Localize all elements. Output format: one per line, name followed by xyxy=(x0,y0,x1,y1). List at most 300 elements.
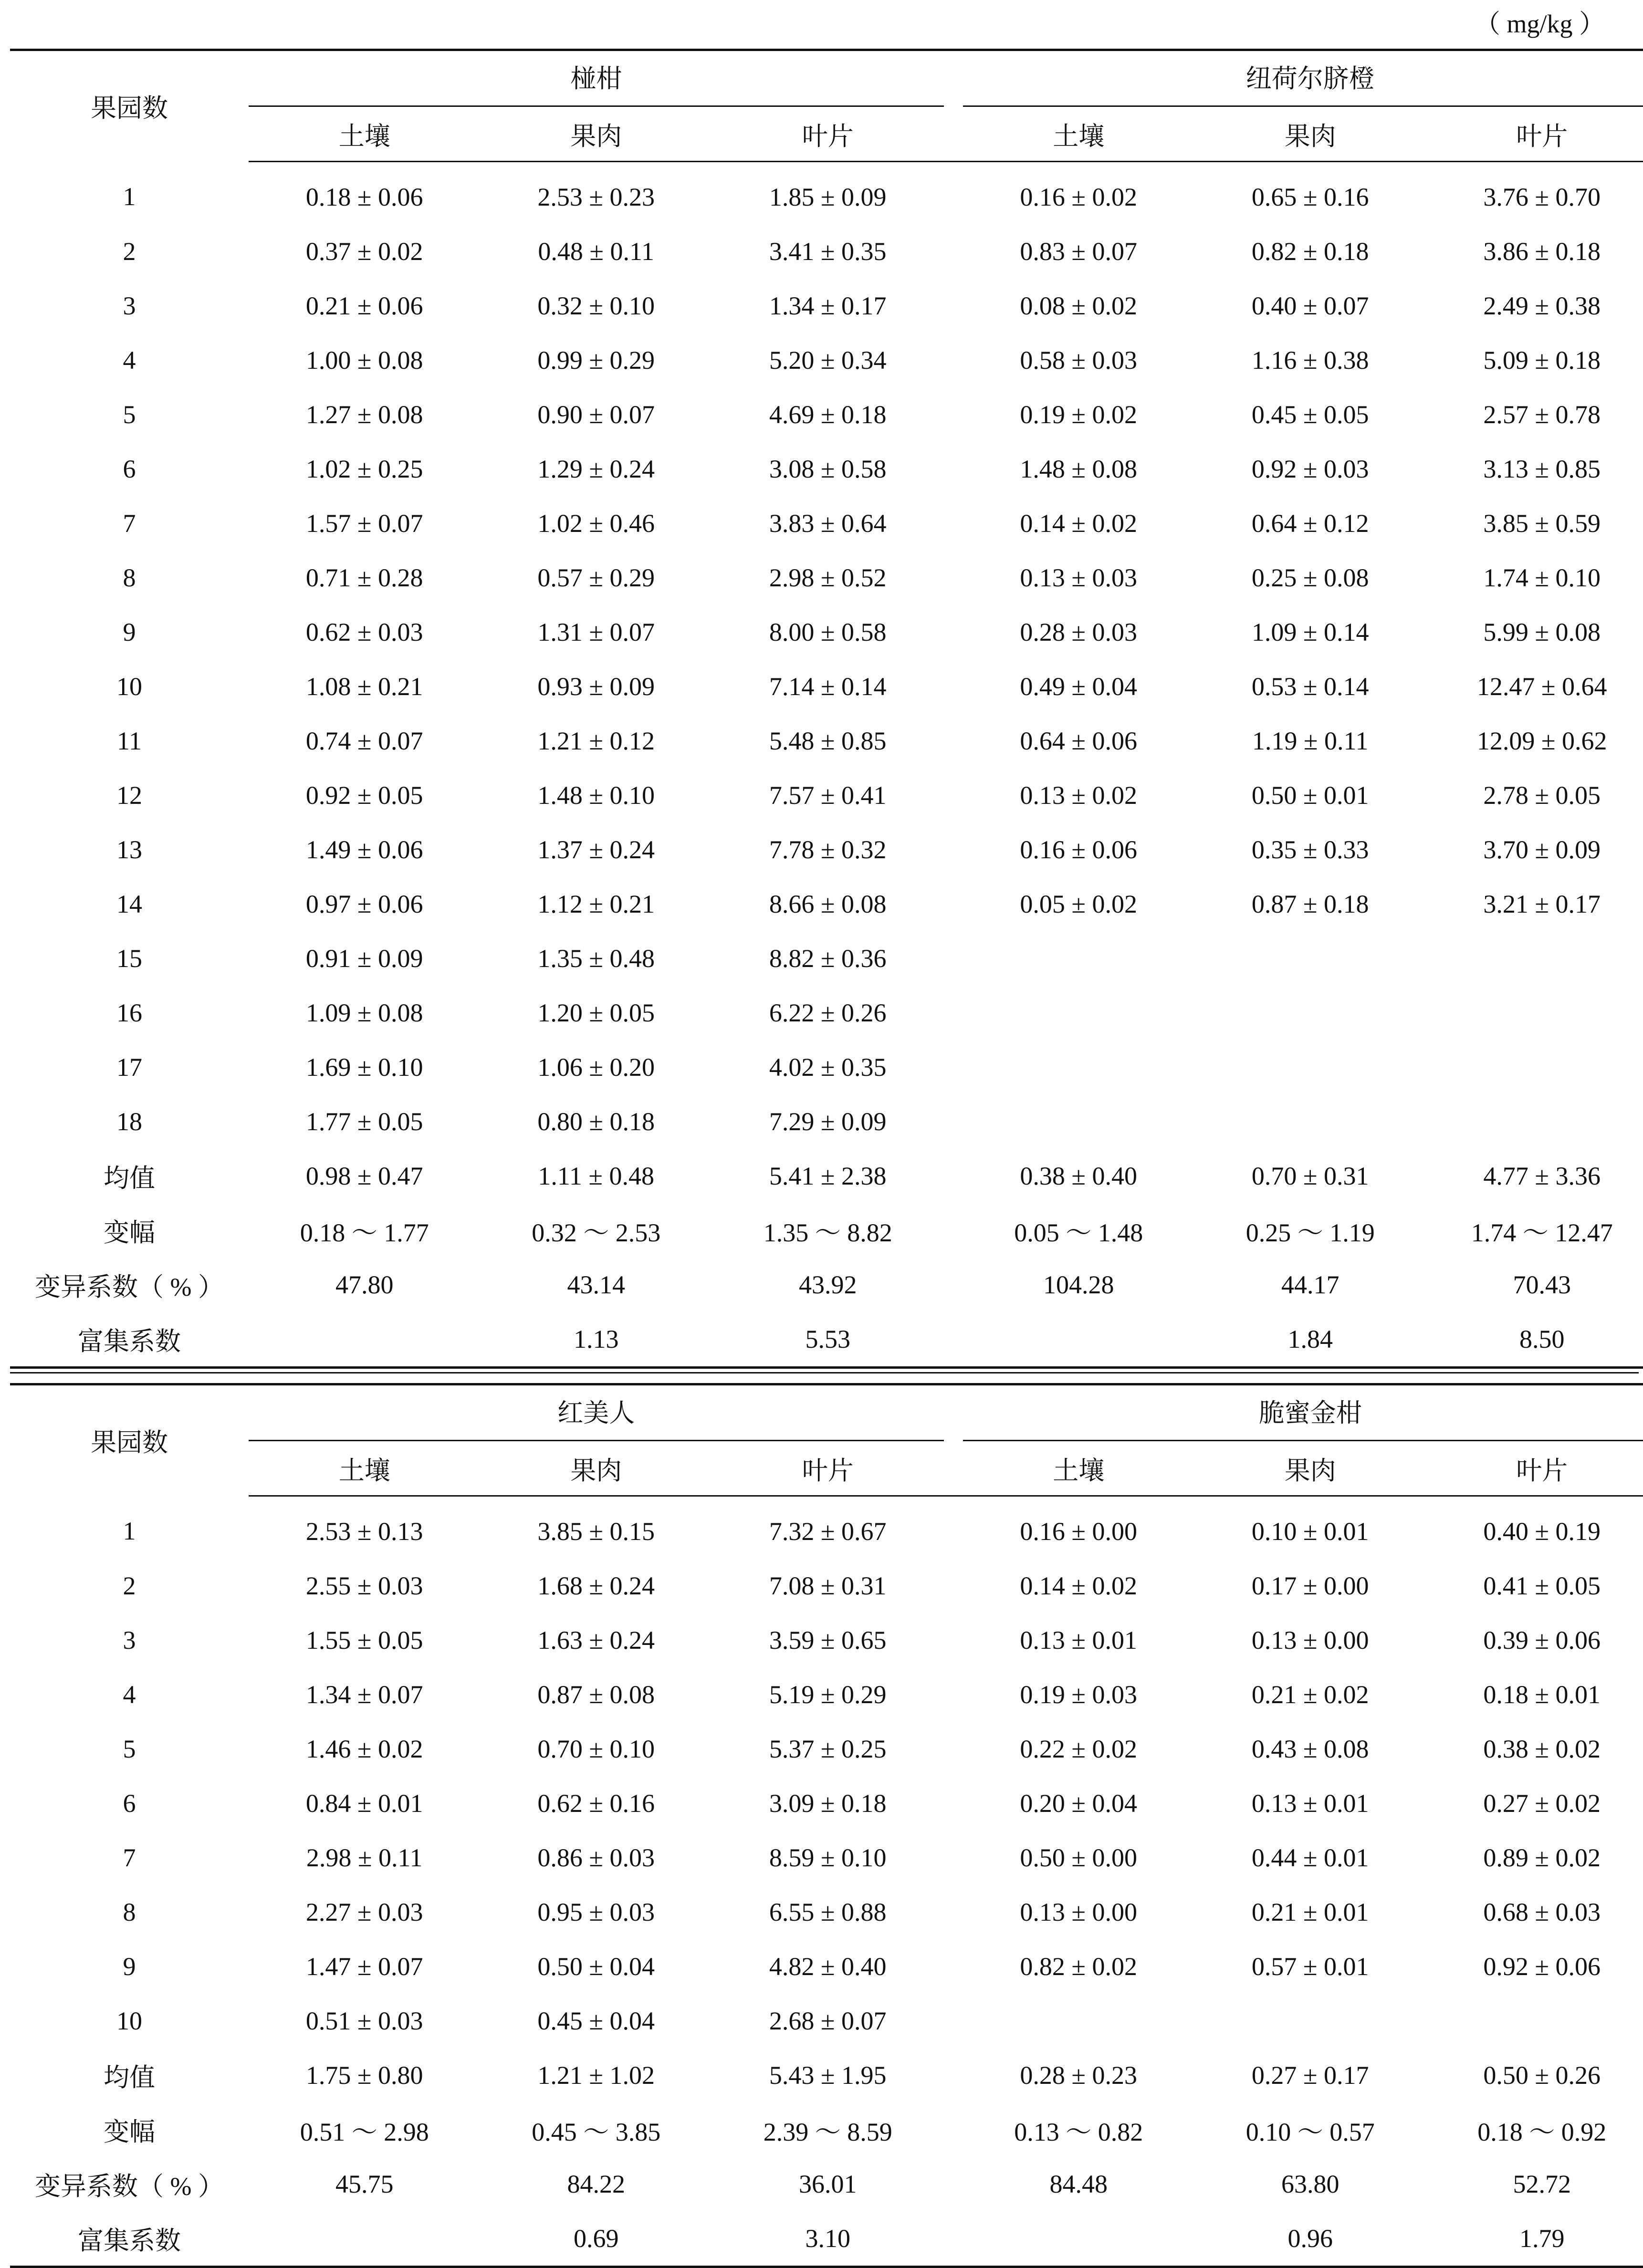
table-cell: 2.55 ± 0.03 xyxy=(249,1559,481,1613)
table-cell: 1.79 xyxy=(1426,2211,1643,2267)
table-cell: 0.13 ± 0.01 xyxy=(963,1613,1195,1667)
table-cell: 0.97 ± 0.06 xyxy=(249,877,481,931)
table-2 xyxy=(10,1383,1639,2268)
cell-gap xyxy=(944,1667,963,1722)
table-cell: 7.57 ± 0.41 xyxy=(712,768,944,822)
cell-gap xyxy=(944,224,963,279)
table-cell: 0.19 ± 0.02 xyxy=(963,387,1195,442)
cell-gap xyxy=(944,605,963,659)
table-cell: 0.41 ± 0.05 xyxy=(1426,1559,1643,1613)
table-cell: 8.59 ± 0.10 xyxy=(712,1831,944,1885)
table-cell: 0.20 ± 0.04 xyxy=(963,1776,1195,1831)
table-cell: 43.14 xyxy=(481,1258,712,1312)
table-row xyxy=(10,224,1643,279)
data-table-1 xyxy=(10,49,1643,1369)
header-row-groups xyxy=(10,50,1643,108)
table-cell: 2.27 ± 0.03 xyxy=(249,1885,481,1939)
table-row xyxy=(10,822,1643,877)
row-label: 11 xyxy=(10,714,249,768)
table-cell: 0.91 ± 0.09 xyxy=(249,931,481,986)
table-cell xyxy=(1194,1094,1426,1149)
table-cell: 1.69 ± 0.10 xyxy=(249,1040,481,1094)
table-cell xyxy=(963,1040,1195,1094)
table-cell: 0.27 ± 0.17 xyxy=(1194,2048,1426,2102)
table-cell: 2.53 ± 0.23 xyxy=(481,162,712,225)
table-cell: 2.53 ± 0.13 xyxy=(249,1496,481,1559)
table-cell: 0.13 ± 0.01 xyxy=(1194,1776,1426,1831)
row-header: 果园数 xyxy=(10,1384,249,1496)
table-cell: 104.28 xyxy=(963,1258,1195,1312)
table-cell: 3.59 ± 0.65 xyxy=(712,1613,944,1667)
table-cell: 0.50 ± 0.26 xyxy=(1426,2048,1643,2102)
table-cell: 0.62 ± 0.16 xyxy=(481,1776,712,1831)
header-row-groups xyxy=(10,1384,1643,1442)
table-cell: 8.82 ± 0.36 xyxy=(712,931,944,986)
cell-gap xyxy=(944,279,963,333)
table-cell: 1.06 ± 0.20 xyxy=(481,1040,712,1094)
table-cell: 0.65 ± 0.16 xyxy=(1194,162,1426,225)
table-row xyxy=(10,162,1643,225)
cell-gap xyxy=(944,1885,963,1939)
table-cell: 1.77 ± 0.05 xyxy=(249,1094,481,1149)
row-label: 2 xyxy=(10,224,249,279)
table-cell: 0.98 ± 0.47 xyxy=(249,1149,481,1203)
table-cell: 0.08 ± 0.02 xyxy=(963,279,1195,333)
subcolumn-header: 土壤 xyxy=(249,1442,481,1496)
table-cell xyxy=(963,1094,1195,1149)
table-cell xyxy=(963,1994,1195,2048)
group-header xyxy=(963,50,1643,108)
table-row xyxy=(10,551,1643,605)
table-cell: 0.05 ～ 1.48 xyxy=(963,1203,1195,1258)
table-cell: 0.57 ± 0.29 xyxy=(481,551,712,605)
header-row-subcolumns xyxy=(10,1442,1643,1496)
row-label: 变幅 xyxy=(10,2102,249,2157)
table-cell: 3.85 ± 0.59 xyxy=(1426,496,1643,551)
table-cell xyxy=(1194,931,1426,986)
cell-gap xyxy=(944,768,963,822)
table-cell: 3.08 ± 0.58 xyxy=(712,442,944,496)
table-cell: 0.48 ± 0.11 xyxy=(481,224,712,279)
table-row xyxy=(10,387,1643,442)
table-cell: 5.43 ± 1.95 xyxy=(712,2048,944,2102)
table-cell: 1.74 ～ 12.47 xyxy=(1426,1203,1643,1258)
cell-gap xyxy=(944,1613,963,1667)
table-cell: 0.10 ～ 0.57 xyxy=(1194,2102,1426,2157)
table-cell: 0.84 ± 0.01 xyxy=(249,1776,481,1831)
table-cell: 0.71 ± 0.28 xyxy=(249,551,481,605)
cell-gap xyxy=(944,1776,963,1831)
table-cell: 1.35 ～ 8.82 xyxy=(712,1203,944,1258)
table-cell: 0.32 ± 0.10 xyxy=(481,279,712,333)
table-cell: 1.31 ± 0.07 xyxy=(481,605,712,659)
table-cell: 1.00 ± 0.08 xyxy=(249,333,481,387)
table-cell: 3.70 ± 0.09 xyxy=(1426,822,1643,877)
table-cell: 0.95 ± 0.03 xyxy=(481,1885,712,1939)
table-cell: 1.20 ± 0.05 xyxy=(481,986,712,1040)
cell-gap xyxy=(944,986,963,1040)
table-cell: 0.40 ± 0.19 xyxy=(1426,1496,1643,1559)
cell-gap xyxy=(944,551,963,605)
table-cell: 0.16 ± 0.06 xyxy=(963,822,1195,877)
table-row xyxy=(10,442,1643,496)
subcolumn-header: 土壤 xyxy=(963,107,1195,162)
table-cell: 0.18 ～ 1.77 xyxy=(249,1203,481,1258)
table-cell: 52.72 xyxy=(1426,2157,1643,2211)
subcolumn-header: 叶片 xyxy=(712,107,944,162)
table-cell: 1.49 ± 0.06 xyxy=(249,822,481,877)
row-header: 果园数 xyxy=(10,50,249,162)
table-cell: 1.13 xyxy=(481,1312,712,1368)
cell-gap xyxy=(944,442,963,496)
table-cell: 0.64 ± 0.06 xyxy=(963,714,1195,768)
row-label: 17 xyxy=(10,1040,249,1094)
row-label: 8 xyxy=(10,551,249,605)
table-cell: 3.83 ± 0.64 xyxy=(712,496,944,551)
table-cell: 0.19 ± 0.03 xyxy=(963,1667,1195,1722)
row-label: 均值 xyxy=(10,1149,249,1203)
table-cell: 2.39 ～ 8.59 xyxy=(712,2102,944,2157)
table-row xyxy=(10,1496,1643,1559)
table-cell: 0.22 ± 0.02 xyxy=(963,1722,1195,1776)
table-cell: 1.08 ± 0.21 xyxy=(249,659,481,714)
table-row xyxy=(10,1722,1643,1776)
table-cell: 5.09 ± 0.18 xyxy=(1426,333,1643,387)
cell-gap xyxy=(944,1831,963,1885)
table-row xyxy=(10,2048,1643,2102)
table-cell: 0.96 xyxy=(1194,2211,1426,2267)
table-cell: 12.09 ± 0.62 xyxy=(1426,714,1643,768)
row-label: 8 xyxy=(10,1885,249,1939)
table-cell xyxy=(249,1312,481,1368)
table-cell: 1.57 ± 0.07 xyxy=(249,496,481,551)
row-label: 4 xyxy=(10,1667,249,1722)
row-label: 12 xyxy=(10,768,249,822)
table-row xyxy=(10,1885,1643,1939)
table-row xyxy=(10,1040,1643,1094)
row-label: 14 xyxy=(10,877,249,931)
cell-gap xyxy=(944,1312,963,1368)
table-cell: 1.21 ± 0.12 xyxy=(481,714,712,768)
group-header xyxy=(963,1384,1643,1442)
cell-gap xyxy=(944,1094,963,1149)
table-cell: 12.47 ± 0.64 xyxy=(1426,659,1643,714)
table-cell: 3.85 ± 0.15 xyxy=(481,1496,712,1559)
table-cell: 0.05 ± 0.02 xyxy=(963,877,1195,931)
table-cell: 0.39 ± 0.06 xyxy=(1426,1613,1643,1667)
table-cell: 0.13 ± 0.00 xyxy=(963,1885,1195,1939)
table-cell: 2.78 ± 0.05 xyxy=(1426,768,1643,822)
table-cell: 0.16 ± 0.00 xyxy=(963,1496,1195,1559)
row-label: 9 xyxy=(10,1939,249,1994)
table-cell: 1.34 ± 0.07 xyxy=(249,1667,481,1722)
table-cell: 1.11 ± 0.48 xyxy=(481,1149,712,1203)
table-cell: 0.90 ± 0.07 xyxy=(481,387,712,442)
table-cell: 0.40 ± 0.07 xyxy=(1194,279,1426,333)
table-cell: 43.92 xyxy=(712,1258,944,1312)
table-cell: 1.48 ± 0.08 xyxy=(963,442,1195,496)
table-row xyxy=(10,1149,1643,1203)
table-cell: 0.43 ± 0.08 xyxy=(1194,1722,1426,1776)
table-cell: 1.34 ± 0.17 xyxy=(712,279,944,333)
table-cell xyxy=(249,2211,481,2267)
table-cell: 1.19 ± 0.11 xyxy=(1194,714,1426,768)
table-row xyxy=(10,1939,1643,1994)
row-label: 富集系数 xyxy=(10,1312,249,1368)
subcolumn-header: 果肉 xyxy=(481,107,712,162)
table-cell: 8.50 xyxy=(1426,1312,1643,1368)
cell-gap xyxy=(944,822,963,877)
table-cell: 6.55 ± 0.88 xyxy=(712,1885,944,1939)
table-cell: 0.18 ± 0.06 xyxy=(249,162,481,225)
table-row xyxy=(10,496,1643,551)
table-row xyxy=(10,1559,1643,1613)
table-row xyxy=(10,1994,1643,2048)
table-cell: 84.48 xyxy=(963,2157,1195,2211)
row-label: 6 xyxy=(10,442,249,496)
double-rule xyxy=(10,1372,1639,1373)
table-cell: 5.99 ± 0.08 xyxy=(1426,605,1643,659)
table-cell: 0.50 ± 0.00 xyxy=(963,1831,1195,1885)
table-cell: 1.74 ± 0.10 xyxy=(1426,551,1643,605)
table-cell: 4.82 ± 0.40 xyxy=(712,1939,944,1994)
table-row xyxy=(10,986,1643,1040)
cell-gap xyxy=(944,387,963,442)
cell-gap xyxy=(944,333,963,387)
table-cell: 0.25 ± 0.08 xyxy=(1194,551,1426,605)
table-cell: 2.49 ± 0.38 xyxy=(1426,279,1643,333)
table-cell: 0.74 ± 0.07 xyxy=(249,714,481,768)
table-cell: 5.41 ± 2.38 xyxy=(712,1149,944,1203)
table-cell: 6.22 ± 0.26 xyxy=(712,986,944,1040)
table-row xyxy=(10,333,1643,387)
table-cell: 1.21 ± 1.02 xyxy=(481,2048,712,2102)
subcolumn-header: 叶片 xyxy=(1426,107,1643,162)
table-cell: 3.41 ± 0.35 xyxy=(712,224,944,279)
table-cell: 0.18 ± 0.01 xyxy=(1426,1667,1643,1722)
table-cell xyxy=(963,986,1195,1040)
table-cell: 0.50 ± 0.04 xyxy=(481,1939,712,1994)
table-cell: 1.02 ± 0.46 xyxy=(481,496,712,551)
table-cell: 1.47 ± 0.07 xyxy=(249,1939,481,1994)
table-cell: 0.87 ± 0.08 xyxy=(481,1667,712,1722)
cell-gap xyxy=(944,1722,963,1776)
table-row xyxy=(10,279,1643,333)
table-cell: 0.18 ～ 0.92 xyxy=(1426,2102,1643,2157)
table-cell: 0.99 ± 0.29 xyxy=(481,333,712,387)
table-row xyxy=(10,1776,1643,1831)
table-cell: 0.62 ± 0.03 xyxy=(249,605,481,659)
cell-gap xyxy=(944,162,963,225)
cell-gap xyxy=(944,2157,963,2211)
subcolumn-header: 果肉 xyxy=(1194,107,1426,162)
table-row xyxy=(10,1667,1643,1722)
table-cell: 0.44 ± 0.01 xyxy=(1194,1831,1426,1885)
table-cell: 0.92 ± 0.05 xyxy=(249,768,481,822)
table-cell: 0.51 ± 0.03 xyxy=(249,1994,481,2048)
table-cell: 0.37 ± 0.02 xyxy=(249,224,481,279)
cell-gap xyxy=(944,714,963,768)
row-label: 4 xyxy=(10,333,249,387)
table-cell: 0.89 ± 0.02 xyxy=(1426,1831,1643,1885)
table-cell: 0.92 ± 0.06 xyxy=(1426,1939,1643,1994)
table-cell: 5.19 ± 0.29 xyxy=(712,1667,944,1722)
table-cell: 0.16 ± 0.02 xyxy=(963,162,1195,225)
group-header xyxy=(249,1384,944,1442)
table-cell: 3.13 ± 0.85 xyxy=(1426,442,1643,496)
row-label: 1 xyxy=(10,1496,249,1559)
table-cell: 8.66 ± 0.08 xyxy=(712,877,944,931)
cell-gap xyxy=(944,877,963,931)
row-label: 富集系数 xyxy=(10,2211,249,2267)
table-cell: 0.68 ± 0.03 xyxy=(1426,1885,1643,1939)
subcolumn-header: 土壤 xyxy=(963,1442,1195,1496)
table-cell: 45.75 xyxy=(249,2157,481,2211)
table-cell: 1.55 ± 0.05 xyxy=(249,1613,481,1667)
table-cell: 0.21 ± 0.06 xyxy=(249,279,481,333)
table-cell: 1.68 ± 0.24 xyxy=(481,1559,712,1613)
table-cell: 1.84 xyxy=(1194,1312,1426,1368)
table-cell: 7.29 ± 0.09 xyxy=(712,1094,944,1149)
cell-gap xyxy=(944,1559,963,1613)
table-row xyxy=(10,768,1643,822)
table-cell xyxy=(1426,1094,1643,1149)
table-cell: 1.02 ± 0.25 xyxy=(249,442,481,496)
table-cell: 0.38 ± 0.40 xyxy=(963,1149,1195,1203)
table-cell: 0.10 ± 0.01 xyxy=(1194,1496,1426,1559)
row-label: 变异系数（ % ） xyxy=(10,2157,249,2211)
table-cell xyxy=(963,1312,1195,1368)
table-cell: 0.45 ～ 3.85 xyxy=(481,2102,712,2157)
cell-gap xyxy=(944,1939,963,1994)
table-cell: 2.98 ± 0.11 xyxy=(249,1831,481,1885)
table-cell: 0.82 ± 0.02 xyxy=(963,1939,1195,1994)
table-cell: 0.49 ± 0.04 xyxy=(963,659,1195,714)
table-cell: 2.57 ± 0.78 xyxy=(1426,387,1643,442)
row-label: 变异系数（ % ） xyxy=(10,1258,249,1312)
subcolumn-header: 叶片 xyxy=(712,1442,944,1496)
table-cell: 0.53 ± 0.14 xyxy=(1194,659,1426,714)
table-row xyxy=(10,714,1643,768)
row-label: 7 xyxy=(10,1831,249,1885)
table-row xyxy=(10,1203,1643,1258)
table-cell: 4.02 ± 0.35 xyxy=(712,1040,944,1094)
table-cell: 1.63 ± 0.24 xyxy=(481,1613,712,1667)
table-cell: 1.12 ± 0.21 xyxy=(481,877,712,931)
row-label: 5 xyxy=(10,387,249,442)
table-cell xyxy=(1194,1040,1426,1094)
table-cell: 0.25 ～ 1.19 xyxy=(1194,1203,1426,1258)
table-row xyxy=(10,2102,1643,2157)
table-cell: 1.09 ± 0.14 xyxy=(1194,605,1426,659)
row-label: 3 xyxy=(10,1613,249,1667)
row-label: 10 xyxy=(10,1994,249,2048)
table-row xyxy=(10,2211,1643,2267)
table-cell: 1.27 ± 0.08 xyxy=(249,387,481,442)
table-row xyxy=(10,1258,1643,1312)
table-cell: 0.82 ± 0.18 xyxy=(1194,224,1426,279)
subcolumn-gap xyxy=(944,107,963,162)
table-cell: 0.14 ± 0.02 xyxy=(963,496,1195,551)
table-cell xyxy=(1194,986,1426,1040)
subcolumn-gap xyxy=(944,1442,963,1496)
table-cell: 1.35 ± 0.48 xyxy=(481,931,712,986)
row-label: 5 xyxy=(10,1722,249,1776)
table-cell: 8.00 ± 0.58 xyxy=(712,605,944,659)
table-cell: 0.17 ± 0.00 xyxy=(1194,1559,1426,1613)
table-cell: 5.20 ± 0.34 xyxy=(712,333,944,387)
row-label: 3 xyxy=(10,279,249,333)
table-cell: 0.87 ± 0.18 xyxy=(1194,877,1426,931)
table-cell xyxy=(1194,1994,1426,2048)
cell-gap xyxy=(944,1149,963,1203)
table-cell xyxy=(1426,1040,1643,1094)
table-cell: 0.13 ± 0.03 xyxy=(963,551,1195,605)
table-cell: 1.37 ± 0.24 xyxy=(481,822,712,877)
row-label: 18 xyxy=(10,1094,249,1149)
table-cell: 44.17 xyxy=(1194,1258,1426,1312)
table-cell: 63.80 xyxy=(1194,2157,1426,2211)
row-label: 13 xyxy=(10,822,249,877)
group-label: 脆蜜金柑 xyxy=(963,1386,1643,1441)
table-cell: 1.46 ± 0.02 xyxy=(249,1722,481,1776)
table-cell: 0.21 ± 0.02 xyxy=(1194,1667,1426,1722)
row-label: 均值 xyxy=(10,2048,249,2102)
cell-gap xyxy=(944,496,963,551)
cell-gap xyxy=(944,1203,963,1258)
table-cell: 0.50 ± 0.01 xyxy=(1194,768,1426,822)
table-row xyxy=(10,605,1643,659)
cell-gap xyxy=(944,2102,963,2157)
table-cell: 2.98 ± 0.52 xyxy=(712,551,944,605)
row-label: 10 xyxy=(10,659,249,714)
subcolumn-header: 果肉 xyxy=(481,1442,712,1496)
subcolumn-header: 土壤 xyxy=(249,107,481,162)
table-cell: 0.80 ± 0.18 xyxy=(481,1094,712,1149)
table-cell: 2.68 ± 0.07 xyxy=(712,1994,944,2048)
table-cell: 0.51 ～ 2.98 xyxy=(249,2102,481,2157)
table-cell: 0.93 ± 0.09 xyxy=(481,659,712,714)
table-cell: 0.32 ～ 2.53 xyxy=(481,1203,712,1258)
header-row-subcolumns xyxy=(10,107,1643,162)
table-row xyxy=(10,1094,1643,1149)
table-cell: 0.64 ± 0.12 xyxy=(1194,496,1426,551)
table-cell: 7.08 ± 0.31 xyxy=(712,1559,944,1613)
table-row xyxy=(10,877,1643,931)
table-cell: 5.53 xyxy=(712,1312,944,1368)
table-cell: 1.29 ± 0.24 xyxy=(481,442,712,496)
table-cell: 0.27 ± 0.02 xyxy=(1426,1776,1643,1831)
group-label: 椪柑 xyxy=(249,52,944,107)
table-cell: 5.37 ± 0.25 xyxy=(712,1722,944,1776)
cell-gap xyxy=(944,931,963,986)
group-gap xyxy=(944,50,963,108)
table-cell: 3.09 ± 0.18 xyxy=(712,1776,944,1831)
table-cell: 3.10 xyxy=(712,2211,944,2267)
table-cell: 0.69 xyxy=(481,2211,712,2267)
table-cell: 0.92 ± 0.03 xyxy=(1194,442,1426,496)
table-cell: 3.76 ± 0.70 xyxy=(1426,162,1643,225)
row-label: 15 xyxy=(10,931,249,986)
cell-gap xyxy=(944,1994,963,2048)
table-cell: 7.14 ± 0.14 xyxy=(712,659,944,714)
table-cell: 3.21 ± 0.17 xyxy=(1426,877,1643,931)
row-label: 6 xyxy=(10,1776,249,1831)
table-cell: 4.69 ± 0.18 xyxy=(712,387,944,442)
table-cell: 0.13 ～ 0.82 xyxy=(963,2102,1195,2157)
cell-gap xyxy=(944,1496,963,1559)
row-label: 1 xyxy=(10,162,249,225)
